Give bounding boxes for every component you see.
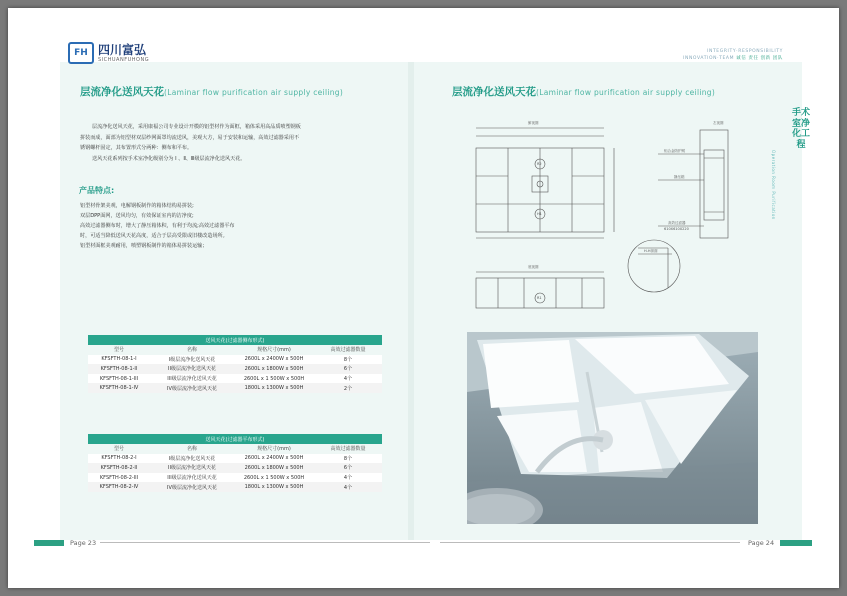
right-title-en: (Laminar flow purification air supply ceiling) [536, 88, 716, 97]
drawing-label-r1: R1 [537, 296, 542, 300]
drawing-label-size: 610X610X220 [664, 227, 689, 231]
intro-paragraph-2: 送风天花系列按手术室净化级别分为 Ⅰ 、Ⅱ、Ⅲ级层流净化送风天花。 [92, 155, 246, 162]
drawing-label-mesh: 铝合金防护网 [664, 149, 685, 153]
page-number-left: Page 23 [70, 539, 97, 547]
table-row [88, 355, 382, 365]
side-category-title: 手术室净化工程 [792, 108, 811, 150]
table-header: 规格尺寸(mm) [257, 347, 291, 354]
table-cell: 2600L x 1 500W x 500H [234, 374, 314, 384]
table-row [88, 482, 382, 492]
table-header: 高效过滤器数量 [330, 347, 366, 354]
table-caption: 送风天花(过滤器平布形式) [88, 434, 382, 444]
table-caption: 送风天花(过滤器侧布形式) [88, 335, 382, 345]
table-header: 名称 [186, 347, 197, 354]
page-gutter [408, 62, 414, 540]
feature-item: 铝型材骨架美观，电解钢板制作的箱体结构易拼装; [80, 203, 194, 209]
table-header: 名称 [186, 446, 197, 453]
table-cell: KFSFTH-08-2-IV [88, 482, 150, 492]
left-title-en: (Laminar flow purification air supply ceiling) [164, 88, 344, 97]
table-row [88, 473, 382, 483]
table-cell: 2600L x 1800W x 500H [234, 463, 314, 473]
drawing-label-front-view: 俯视图 [528, 121, 539, 125]
spec-table-flat-filter [88, 434, 382, 492]
table-cell: 2个 [314, 383, 382, 393]
table-cell: 6个 [314, 364, 382, 374]
spec-table-side-filter [88, 335, 382, 393]
footer-accent-left [34, 540, 64, 546]
right-title-cn: 层流净化送风天花 [452, 86, 536, 98]
drawing-label-h1: H1 [537, 212, 542, 216]
feature-item: 双层DPP面网，送风均匀，有效保证室内的洁净度; [80, 213, 194, 219]
table-cell: 2600L x 2400W x 500H [234, 454, 314, 464]
left-page-title [80, 84, 343, 99]
table-row [88, 463, 382, 473]
table-cell: KFSFTH-08-1-II [88, 364, 150, 374]
drawing-label-r2: R2 [537, 162, 542, 166]
section-detail [628, 240, 680, 292]
table-header: 型号 [113, 446, 124, 453]
table-cell: II级层流净化送风天花 [150, 463, 234, 473]
table-cell: I级层流净化送风天花 [150, 355, 234, 365]
table-header: 规格尺寸(mm) [257, 446, 291, 453]
feature-item: 高效过滤器侧布时，增大了静压箱体积，有利于均流;高效过滤器平布 [80, 223, 235, 229]
table-cell: KFSFTH-08-1-IV [88, 383, 150, 393]
table-cell: IV级层流净化送风天花 [150, 383, 234, 393]
table-cell: KFSFTH-08-2-III [88, 473, 150, 483]
table-cell: 1800L x 1300W x 500H [234, 383, 314, 393]
brand-name-en: SICHUANFUHONG [98, 56, 150, 63]
table-cell: III级层流净化送风天花 [150, 473, 234, 483]
left-title-cn: 层流净化送风天花 [80, 86, 164, 98]
table-cell: IV级层流净化送风天花 [150, 482, 234, 492]
table-cell: 2600L x 1800W x 500H [234, 364, 314, 374]
drawing-label-section: H-H剖面 [644, 249, 658, 253]
side-category-title-en: Operation Room Purification [771, 150, 776, 220]
table-cell: 1800L x 1300W x 500H [234, 482, 314, 492]
table-cell: 2600L x 2400W x 500H [234, 355, 314, 365]
bottom-view-frame [476, 272, 604, 308]
table-row [88, 364, 382, 374]
top-view-frame [476, 128, 614, 238]
features-list [80, 201, 304, 251]
drawing-label-filter: 高效过滤器 [668, 221, 686, 225]
technical-drawing [468, 118, 754, 321]
table-cell: KFSFTH-08-2-II [88, 463, 150, 473]
table-cell: 8个 [314, 355, 382, 365]
slogan-line1: INTEGRITY·RESPONSIBILITY [707, 49, 783, 54]
slogan-line2-cn: 诚信 责任 创新 团队 [736, 56, 783, 61]
product-photo [467, 332, 758, 524]
table-cell: III级层流净化送风天花 [150, 374, 234, 384]
intro-text [80, 122, 302, 164]
table-cell: 8个 [314, 454, 382, 464]
slogan [683, 48, 783, 62]
table-row [88, 374, 382, 384]
footer-accent-right [780, 540, 812, 546]
table-header: 高效过滤器数量 [330, 446, 366, 453]
feature-item: 时，可适当降低送风天花高度，适合于层高受限或旧楼改造场所。 [80, 233, 228, 239]
table-cell: I级层流净化送风天花 [150, 454, 234, 464]
drawing-label-tank: 静压箱 [674, 175, 685, 179]
side-view-frame [658, 130, 728, 238]
table-cell: 6个 [314, 463, 382, 473]
footer-rule-right [440, 542, 740, 543]
page-number-right: Page 24 [748, 539, 775, 547]
logo-mark-icon: FH [68, 42, 94, 64]
features-title: 产品特点: [79, 186, 115, 195]
table-cell: 2600L x 1 500W x 500H [234, 473, 314, 483]
table-row [88, 383, 382, 393]
table-header: 型号 [113, 347, 124, 354]
table-cell: 4个 [314, 374, 382, 384]
drawing-label-side-view: 左视图 [713, 121, 724, 125]
table-cell: KFSFTH-08-1-I [88, 355, 150, 365]
table-cell: KFSFTH-08-2-I [88, 454, 150, 464]
brand-logo [68, 42, 149, 64]
table-cell: KFSFTH-08-1-III [88, 374, 150, 384]
table-cell: II级层流净化送风天花 [150, 364, 234, 374]
table-row [88, 454, 382, 464]
right-page-title [452, 84, 715, 99]
brand-name-cn: 四川富弘 [98, 42, 147, 57]
drawing-label-bottom-view: 底视图 [528, 265, 539, 269]
slogan-line2: INNOVATION·TEAM [683, 56, 735, 61]
intro-paragraph-1: 层流净化送风天花，采用康福公司专业设计开模的铝型材作为面框，箱体采用高品质喷塑钢板拼装而成，面部为铝型材双层纱网面罩均流送风，美观大方，易于安装和运输，高效过滤器采用不锈钢螺杆固定，其布置形式分两种：侧布和平布。 [80, 124, 301, 151]
feature-item: 铝型材面框美观耐用，喷塑钢板制作的箱体易拼装运输； [80, 243, 208, 249]
footer-rule-left [100, 542, 430, 543]
table-cell: 4个 [314, 482, 382, 492]
table-cell: 4个 [314, 473, 382, 483]
